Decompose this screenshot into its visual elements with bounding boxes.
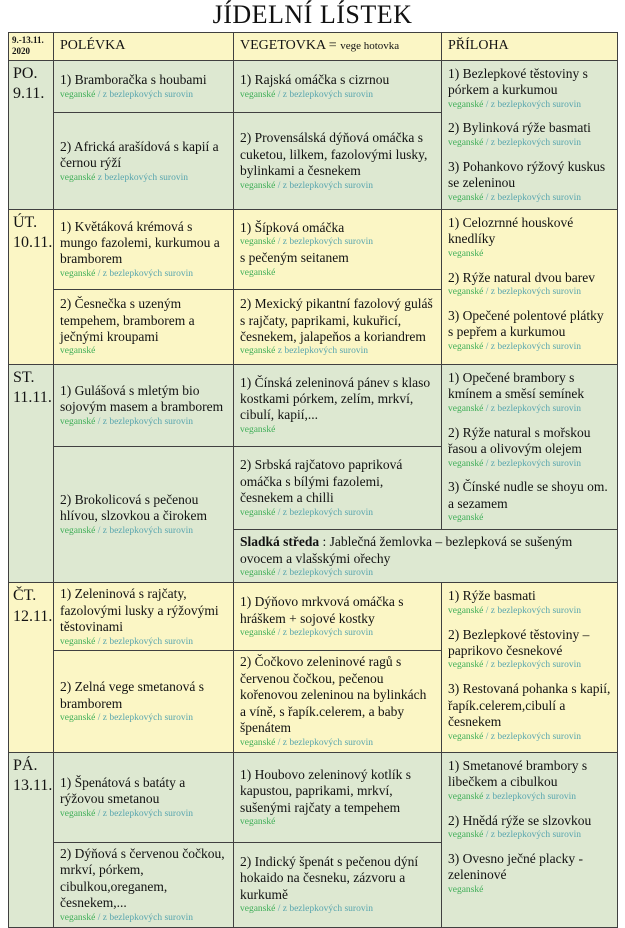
glutenfree-label: / z bezlepkových surovin	[277, 568, 373, 579]
day-abbrev: PÁ.	[13, 756, 38, 774]
day-date: 13.11.	[13, 777, 53, 795]
diet-label	[240, 508, 435, 519]
soup-column-header: POLÉVKA	[54, 32, 234, 60]
vegan-label: veganské	[240, 89, 276, 100]
glutenfree-label: / z bezlepkových surovin	[277, 737, 373, 748]
soup-cell	[54, 60, 234, 113]
day-cell	[9, 60, 54, 209]
diet-label	[60, 173, 227, 184]
dish-text: 2) Rýže natural s mořskou řasou a olivovým olejem	[448, 424, 591, 457]
main-cell	[234, 583, 442, 651]
diet-label	[60, 90, 227, 101]
dish-text: 3) Restovaná pohanka s kapií, řapík.celerem,cibulí a česnekem	[448, 681, 611, 730]
menu-item	[448, 479, 611, 524]
menu-item	[448, 270, 611, 298]
glutenfree-label: z bezlepkových surovin	[485, 791, 576, 802]
dish-text: 1) Rýže basmati	[448, 588, 536, 604]
glutenfree-label: / z bezlepkových surovin	[97, 808, 193, 819]
diet-label	[60, 269, 227, 280]
main-cell	[234, 651, 442, 752]
vegan-label: veganské	[60, 636, 96, 647]
soup-cell	[54, 583, 234, 651]
day-cell	[9, 364, 54, 582]
vegan-label: veganské	[448, 731, 484, 742]
diet-label	[448, 830, 611, 841]
menu-item	[448, 813, 611, 841]
dish-text: 2) Zelná vege smetanová s bramborem	[60, 679, 204, 711]
glutenfree-label: / z bezlepkových surovin	[485, 192, 581, 203]
diet-label	[240, 904, 435, 915]
soup-cell	[54, 842, 234, 927]
soup-cell	[54, 113, 234, 209]
vegan-label: veganské	[60, 268, 96, 279]
vegan-label: veganské	[60, 808, 96, 819]
menu-item	[240, 296, 435, 357]
vegan-label: veganské	[448, 403, 484, 414]
menu-item	[448, 851, 611, 896]
day-date: 12.11.	[13, 607, 53, 625]
sides-cell	[442, 752, 618, 927]
menu-item	[448, 681, 611, 742]
day-abbrev: ČT.	[13, 587, 37, 605]
dish-text: 2) Provensálská dýňová omáčka s cuketou, lilkem, fazolovými lusky, bylinkami a česnekem	[240, 130, 428, 179]
main-cell	[234, 209, 442, 289]
dish-text: 1) Celozrnné houskové knedlíky	[448, 214, 574, 247]
vegan-label: veganské	[448, 192, 484, 203]
table-row	[9, 364, 618, 446]
menu-item	[448, 308, 611, 353]
soup-cell	[54, 289, 234, 364]
menu-item	[240, 72, 435, 100]
main-cell	[234, 446, 442, 530]
menu-item	[448, 215, 611, 260]
diet-label	[60, 809, 227, 820]
diet-label	[240, 181, 435, 192]
vegan-label: veganské	[240, 737, 276, 748]
table-row	[9, 583, 618, 651]
vegan-label: veganské	[448, 605, 484, 616]
glutenfree-label: / z bezlepkových surovin	[485, 403, 581, 414]
diet-label	[448, 660, 611, 671]
diet-label	[60, 913, 227, 924]
dish-text: 3) Opečené polentové plátky s pepřem a kurkumou	[448, 307, 604, 340]
vegan-label: veganské	[448, 513, 484, 524]
glutenfree-label: / z bezlepkových surovin	[277, 180, 373, 191]
glutenfree-label: / z bezlepkových surovin	[485, 341, 581, 352]
diet-label	[448, 138, 611, 149]
glutenfree-label: / z bezlepkových surovin	[277, 237, 373, 248]
main-column-note: vege hotovka	[340, 40, 400, 53]
diet-label	[240, 237, 435, 248]
vegan-label: veganské	[240, 816, 276, 827]
glutenfree-label: / z bezlepkových surovin	[485, 137, 581, 148]
soup-cell	[54, 752, 234, 842]
diet-label	[60, 713, 227, 724]
day-date: 10.11.	[13, 234, 53, 252]
sweet-wednesday-title: Sladká středa	[240, 534, 320, 550]
day-cell	[9, 209, 54, 364]
main-cell	[234, 113, 442, 209]
dish-text: 2) Brokolicová s pečenou hlívou, slzovkou a čirokem	[60, 491, 207, 524]
glutenfree-label: / z bezlepkových surovin	[97, 912, 193, 923]
main-cell	[234, 364, 442, 446]
vegan-label: veganské	[240, 346, 276, 357]
menu-item	[448, 66, 611, 111]
page-title: JÍDELNÍ LÍSTEK	[212, 0, 413, 29]
dish-text: 1) Smetanové brambory s libečkem a cibulkou	[448, 757, 588, 790]
glutenfree-label: / z bezlepkových surovin	[485, 99, 581, 110]
diet-label	[448, 792, 611, 803]
diet-label	[240, 268, 435, 279]
soup-cell	[54, 209, 234, 289]
vegan-label: veganské	[240, 267, 276, 278]
glutenfree-label: / z bezlepkových surovin	[97, 89, 193, 100]
glutenfree-label: / z bezlepkových surovin	[485, 605, 581, 616]
diet-label	[448, 606, 611, 617]
glutenfree-label: / z bezlepkových surovin	[97, 713, 193, 724]
menu-table	[8, 32, 618, 928]
menu-item	[60, 492, 227, 537]
glutenfree-label: / z bezlepkových surovin	[485, 731, 581, 742]
glutenfree-label: / z bezlepkových surovin	[277, 904, 373, 915]
menu-item	[448, 627, 611, 672]
sides-cell	[442, 364, 618, 530]
dish-text: 2) Hnědá rýže se slzovkou	[448, 812, 592, 828]
dish-text: 1) Čínská zeleninová pánev s klaso kostkami pórkem, zelím, mrkví, cibulí, kapií,...	[240, 374, 431, 423]
menu-item	[448, 370, 611, 415]
menu-item	[240, 130, 435, 191]
menu-item	[448, 159, 611, 204]
sides-cell	[442, 209, 618, 364]
main-cell	[234, 289, 442, 364]
menu-item	[60, 679, 227, 724]
diet-label	[448, 732, 611, 743]
date-range-line2: 2020	[12, 46, 30, 57]
glutenfree-label: / z bezlepkových surovin	[97, 636, 193, 647]
menu-item	[240, 594, 435, 639]
vegan-label: veganské	[60, 172, 96, 183]
dish-text: 1) Gulášová s mletým bio sojovým masem a bramborem	[60, 382, 224, 415]
dish-text: 3) Ovesno ječné placky - zeleninové	[448, 850, 583, 883]
soup-cell	[54, 651, 234, 752]
table-row	[9, 60, 618, 113]
glutenfree-label: / z bezlepkových surovin	[97, 416, 193, 427]
dish-text: 2) Česnečka s uzeným tempehem, bramborem a ječnými kroupami	[60, 296, 195, 344]
dish-text: 1) Bramboračka s houbami	[60, 72, 207, 88]
vegan-label: veganské	[60, 713, 96, 724]
diet-label	[240, 90, 435, 101]
dish-text: s pečeným seitanem	[240, 250, 349, 266]
diet-label	[448, 404, 611, 415]
diet-label	[60, 346, 227, 357]
diet-label	[448, 249, 611, 260]
vegan-label: veganské	[60, 525, 96, 536]
diet-label	[448, 193, 611, 204]
dish-text: 1) Rajská omáčka s cizrnou	[240, 72, 390, 88]
day-abbrev: PO.	[13, 64, 38, 82]
table-row	[9, 752, 618, 842]
vegan-label: veganské	[240, 628, 276, 639]
dish-text: 2) Srbská rajčatovo papriková omáčka s bílými fazolemi, česnekem a chilli	[240, 457, 403, 506]
glutenfree-label: / z bezlepkových surovin	[97, 268, 193, 279]
dish-text: 1) Dýňovo mrkvová omáčka s hráškem + sojové kostky	[240, 594, 404, 626]
vegan-label: veganské	[60, 416, 96, 427]
menu-item	[448, 425, 611, 470]
menu-item	[448, 758, 611, 803]
main-column-title: VEGETOVKA =	[240, 38, 337, 54]
header-row	[9, 32, 618, 60]
vegan-label: veganské	[448, 287, 484, 298]
glutenfree-label: / z bezlepkových surovin	[97, 525, 193, 536]
dish-text: 3) Čínské nudle se shoyu om. a sezamem	[448, 479, 608, 511]
vegan-label: veganské	[60, 89, 96, 100]
dish-text: 2) Čočkovo zeleninové ragů s červenou čočkou, pečenou kořenovou zeleninou na bylinkách a víně, s řapík.celerem, a baby špenátem	[240, 654, 427, 736]
diet-label	[448, 287, 611, 298]
dish-text: 2) Bezlepkové těstoviny – paprikovo česnekové	[448, 626, 590, 658]
vegan-label: veganské	[448, 830, 484, 841]
sweet-wednesday-cell	[234, 530, 618, 583]
menu-item	[60, 219, 227, 280]
day-date: 9.11.	[13, 85, 45, 103]
day-abbrev: ÚT.	[13, 213, 38, 231]
diet-label	[60, 637, 227, 648]
diet-label	[60, 417, 227, 428]
side-column-header: PŘÍLOHA	[442, 32, 618, 60]
menu-item	[60, 296, 227, 357]
vegan-label: veganské	[60, 912, 96, 923]
glutenfree-label: z bezlepkových surovin	[277, 346, 368, 357]
glutenfree-label: / z bezlepkových surovin	[277, 507, 373, 518]
diet-label	[240, 817, 435, 828]
diet-label	[448, 513, 611, 524]
dish-text: 1) Zeleninová s rajčaty, fazolovými lusky a rýžovými těstovinami	[60, 586, 219, 635]
vegan-label: veganské	[448, 137, 484, 148]
day-cell	[9, 752, 54, 927]
date-range-line1: 9.-13.11.	[12, 35, 44, 46]
soup-cell	[54, 446, 234, 582]
vegan-label: veganské	[448, 791, 484, 802]
menu-item	[240, 854, 435, 915]
glutenfree-label: / z bezlepkových surovin	[277, 628, 373, 639]
dish-text: 1) Houbovo zeleninový kotlík s kapustou, paprikami, mrkví, sušenými rajčaty a tempehem	[240, 766, 411, 815]
menu-item	[240, 220, 435, 248]
dish-text: 2) Rýže natural dvou barev	[448, 269, 595, 285]
diet-label	[448, 885, 611, 896]
glutenfree-label: z bezlepkových surovin	[97, 172, 188, 183]
dish-text: 1) Šípková omáčka	[240, 219, 345, 235]
diet-label	[448, 459, 611, 470]
diet-label	[448, 100, 611, 111]
vegan-label: veganské	[448, 660, 484, 671]
dish-text: 1) Květáková krémová s mungo fazolemi, kurkumou a bramborem	[60, 218, 220, 267]
vegan-label: veganské	[448, 99, 484, 110]
menu-item	[60, 775, 227, 820]
dish-text: 2) Africká arašídová s kapií a černou rýží	[60, 138, 219, 171]
vegan-label: veganské	[448, 248, 484, 259]
day-cell	[9, 583, 54, 753]
sides-cell	[442, 583, 618, 753]
main-column-header	[234, 32, 442, 60]
menu-item	[240, 375, 435, 436]
main-cell	[234, 60, 442, 113]
glutenfree-label: / z bezlepkových surovin	[485, 830, 581, 841]
diet-label	[60, 526, 227, 537]
glutenfree-label: / z bezlepkových surovin	[485, 660, 581, 671]
menu-item	[240, 250, 435, 278]
dish-text: 3) Pohankovo rýžový kuskus se zeleninou	[448, 158, 606, 191]
menu-item	[240, 654, 435, 748]
menu-item	[60, 72, 227, 100]
dish-text: Sladká středa : Jablečná žemlovka – bezlepková se sušeným ovocem a vlašskými ořechy	[240, 534, 573, 566]
menu-item	[448, 120, 611, 148]
dish-text: 2) Mexický pikantní fazolový guláš s rajčaty, paprikami, kukuřicí, česnekem, jalapeňos a koriandrem	[240, 296, 433, 344]
glutenfree-label: / z bezlepkových surovin	[277, 89, 373, 100]
menu-item	[60, 383, 227, 428]
soup-cell	[54, 364, 234, 446]
vegan-label: veganské	[240, 904, 276, 915]
menu-item	[60, 846, 227, 924]
menu-item	[60, 586, 227, 647]
vegan-label: veganské	[240, 568, 276, 579]
diet-label	[240, 628, 435, 639]
glutenfree-label: / z bezlepkových surovin	[485, 287, 581, 298]
main-cell	[234, 752, 442, 842]
vegan-label: veganské	[448, 458, 484, 469]
dish-text: 1) Špenátová s batáty a rýžovou smetanou	[60, 774, 186, 807]
dish-text: 1) Bezlepkové těstoviny s pórkem a kurkumou	[448, 65, 588, 98]
vegan-label: veganské	[240, 180, 276, 191]
date-range-header	[9, 32, 54, 60]
sides-cell	[442, 60, 618, 209]
diet-label	[240, 738, 435, 749]
glutenfree-label: / z bezlepkových surovin	[485, 458, 581, 469]
dish-text: 2) Indický špenát s pečenou dýní hokaido na česneku, zázvoru a kurkumě	[240, 853, 419, 902]
table-row	[9, 209, 618, 289]
vegan-label: veganské	[60, 346, 96, 357]
vegan-label: veganské	[240, 507, 276, 518]
dish-text: 1) Opečené brambory s kmínem a směsí semínek	[448, 369, 585, 402]
day-abbrev: ST.	[13, 368, 35, 386]
menu-item	[240, 767, 435, 828]
menu-page	[0, 1, 625, 928]
menu-item	[240, 457, 435, 518]
vegan-label: veganské	[240, 237, 276, 248]
main-cell	[234, 842, 442, 927]
menu-item	[60, 139, 227, 184]
diet-label	[240, 568, 611, 579]
menu-item	[240, 534, 611, 579]
vegan-label: veganské	[240, 424, 276, 435]
menu-item	[448, 588, 611, 616]
day-date: 11.11.	[13, 389, 52, 407]
dish-text: 2) Bylinková rýže basmati	[448, 120, 591, 136]
dish-text: 2) Dýňová s červenou čočkou, mrkví, pórkem, cibulkou,oreganem, česnekem,...	[60, 845, 225, 911]
diet-label	[240, 346, 435, 357]
diet-label	[240, 425, 435, 436]
diet-label	[448, 342, 611, 353]
vegan-label: veganské	[448, 341, 484, 352]
vegan-label: veganské	[448, 884, 484, 895]
